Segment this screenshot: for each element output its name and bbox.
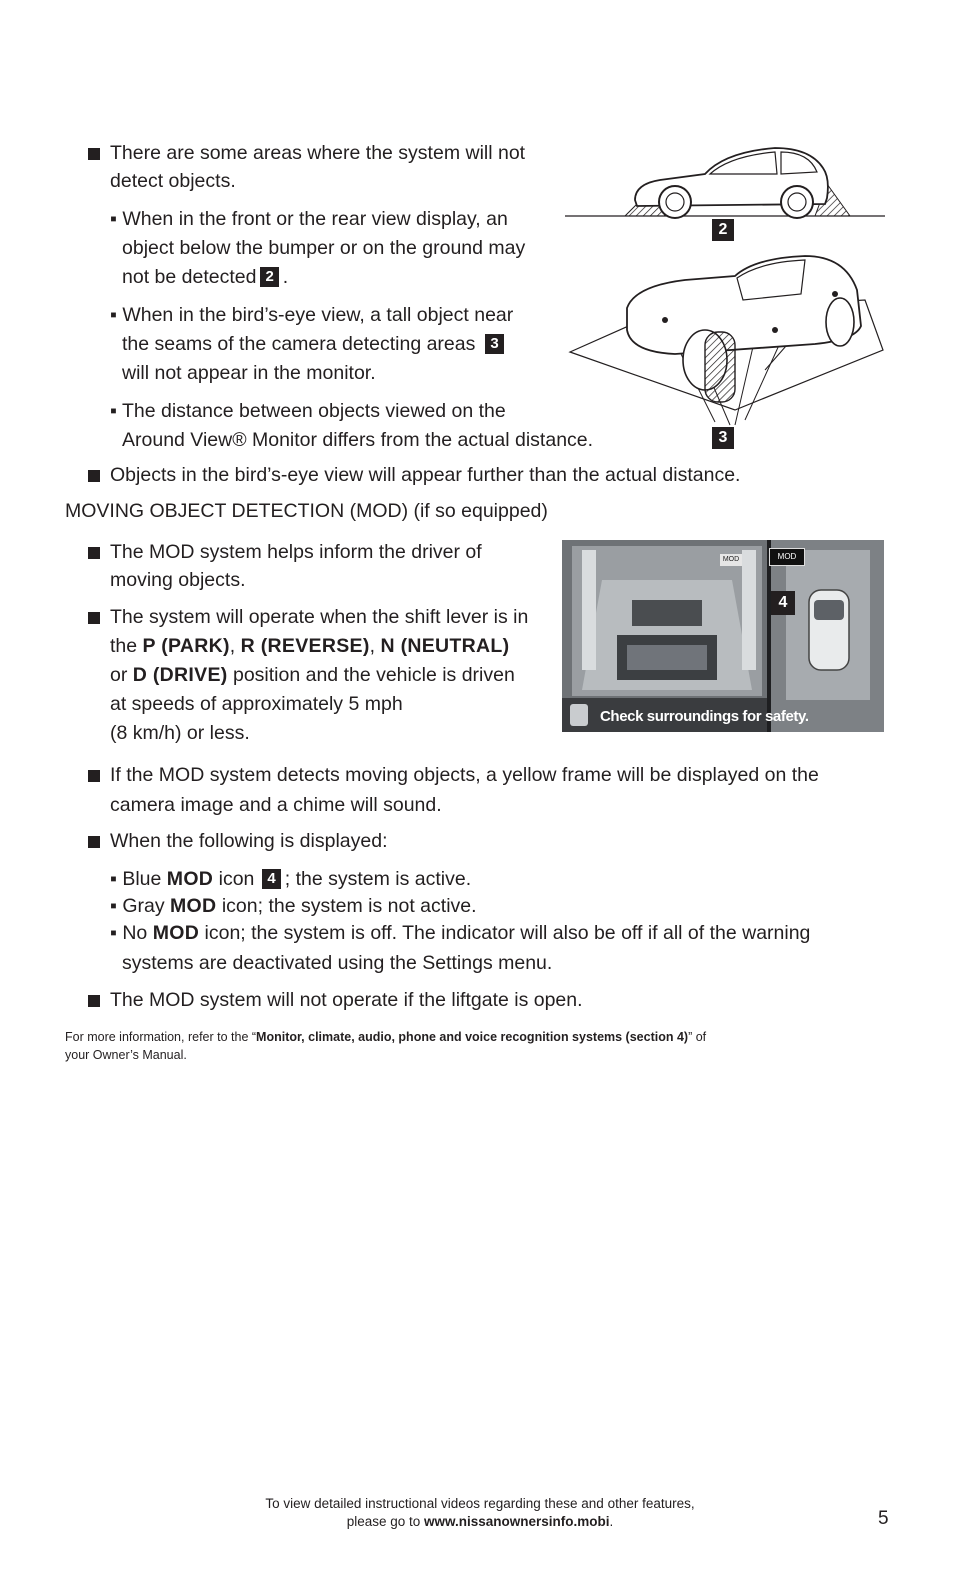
sub-bullet-text: ▪ Blue MOD icon 4 ; the system is active. (110, 868, 472, 890)
sub-bullet-text: object below the bumper or on the ground may (122, 237, 526, 259)
sub-bullet-text: the seams of the camera detecting areas 3 (122, 329, 508, 359)
callout-badge: 2 (260, 267, 278, 287)
bullet-text: or D (DRIVE) position and the vehicle is driven (110, 664, 515, 686)
bullet-text: moving objects. (110, 569, 246, 591)
bullet-text: detect objects. (110, 170, 236, 192)
bullet-text: camera image and a chime will sound. (110, 794, 442, 816)
figure-label-4: 4 (771, 591, 795, 615)
sub-bullet-text: systems are deactivated using the Settings menu. (122, 952, 553, 974)
bullet-square (88, 995, 100, 1007)
section-heading: MOVING OBJECT DETECTION (MOD) (if so equipped) (65, 500, 548, 522)
video-note: To view detailed instructional videos regarding these and other features, (265, 1496, 695, 1511)
video-note-line2: please go to www.nissanownersinfo.mobi. (346, 1514, 614, 1529)
sub-bullet-text: will not appear in the monitor. (122, 362, 376, 384)
callout-badge: 3 (485, 334, 503, 354)
bullet-square (88, 612, 100, 624)
bullet-text: The system will operate when the shift lever is in (110, 606, 529, 628)
bullet-text: at speeds of approximately 5 mph (110, 693, 403, 715)
bullet-text: If the MOD system detects moving objects, a yellow frame will be displayed on the (110, 764, 819, 786)
figure-label-3: 3 (712, 427, 734, 449)
bullet-text: When the following is displayed: (110, 830, 388, 852)
sub-bullet-text: ▪ The distance between objects viewed on the (110, 400, 506, 422)
bullet-text: Objects in the bird’s-eye view will appear further than the actual distance. (110, 464, 741, 486)
sub-bullet-text: ▪ No MOD icon; the system is off. The indicator will also be off if all of the warning (110, 922, 811, 944)
bullet-square (88, 470, 100, 482)
bullet-text: (8 km/h) or less. (110, 722, 250, 744)
bullet-text: The MOD system will not operate if the liftgate is open. (110, 989, 583, 1011)
monitor-camera-image (562, 540, 884, 732)
bullet-square (88, 547, 100, 559)
bullet-square (88, 148, 100, 160)
sub-bullet-text: Around View® Monitor differs from the actual distance. (122, 429, 594, 451)
mod-tag-right: MOD (769, 548, 805, 566)
bullet-square (88, 770, 100, 782)
bullet-text: The MOD system helps inform the driver of (110, 541, 482, 563)
page-number: 5 (878, 1508, 889, 1529)
screen-warning-banner: Check surroundings for safety. (600, 708, 809, 725)
callout-badge: 4 (262, 869, 280, 889)
bullet-text: the P (PARK), R (REVERSE), N (NEUTRAL) (110, 635, 510, 657)
footnote-line2: your Owner’s Manual. (65, 1048, 187, 1062)
sub-bullet-text: ▪ When in the front or the rear view display, an (110, 208, 508, 230)
bullet-square (88, 836, 100, 848)
sub-bullet-text: not be detected 2 . (122, 266, 289, 288)
monitor-screenshot (562, 540, 884, 732)
sub-bullet-text: ▪ When in the bird’s-eye view, a tall object near (110, 304, 514, 326)
figure-label-2: 2 (712, 219, 734, 241)
footnote: For more information, refer to the “Monitor, climate, audio, phone and voice recognition systems (section 4)” of (65, 1030, 707, 1044)
bullet-text: There are some areas where the system will not (110, 142, 526, 164)
sub-bullet-text: ▪ Gray MOD icon; the system is not active. (110, 895, 477, 917)
camera-detection-areas-illustration (565, 250, 885, 430)
mod-tag-left: MOD (720, 554, 742, 566)
website-link[interactable]: www.nissanownersinfo.mobi (424, 1514, 610, 1529)
